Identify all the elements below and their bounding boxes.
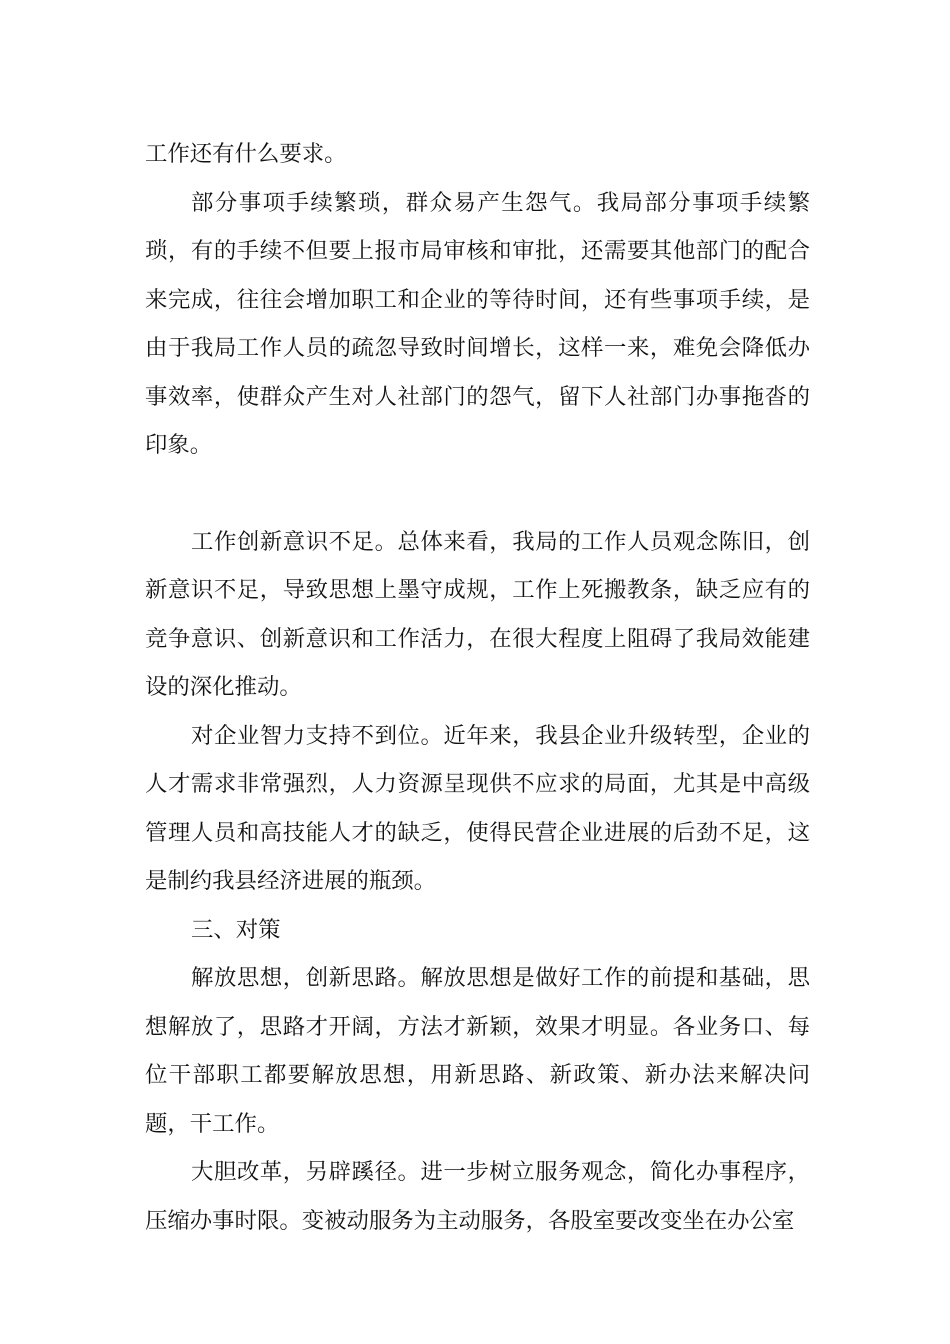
- paragraph-lack-of-innovation: 工作创新意识不足。总体来看，我局的工作人员观念陈旧，创新意识不足，导致思想上墨守成规，工作上死搬教条，缺乏应有的竞争意识、创新意识和工作活力，在很大程度上阻碍了我局效能建设的深化推动。: [145, 528, 810, 700]
- paragraph-continuation: 工作还有什么要求。: [145, 141, 347, 167]
- document-body: [145, 130, 810, 1245]
- paragraph-bold-reform: 大胆改革，另辟蹊径。进一步树立服务观念，简化办事程序，压缩办事时限。变被动服务为主动服务，各股室要改变坐在办公室: [145, 1159, 810, 1234]
- section-heading-countermeasures: 三、对策: [191, 916, 281, 943]
- paragraph-cumbersome-procedures: 部分事项手续繁琐，群众易产生怨气。我局部分事项手续繁琐，有的手续不但要上报市局审核和审批，还需要其他部门的配合来完成，往往会增加职工和企业的等待时间，还有些事项手续，是由于我局工作人员的疏忽导致时间增长，这样一来，难免会降低办事效率，使群众产生对人社部门的怨气，留下人社部门办事拖沓的印象。: [145, 189, 810, 458]
- paragraph-emancipate-mind: 解放思想，创新思路。解放思想是做好工作的前提和基础，思想解放了，思路才开阔，方法才新颖，效果才明显。各业务口、每位干部职工都要解放思想，用新思路、新政策、新办法来解决问题，干工作。: [145, 965, 810, 1137]
- paragraph-enterprise-support: 对企业智力支持不到位。近年来，我县企业升级转型，企业的人才需求非常强烈，人力资源呈现供不应求的局面，尤其是中高级管理人员和高技能人才的缺乏，使得民营企业进展的后劲不足，这是制约我县经济进展的瓶颈。: [145, 722, 810, 894]
